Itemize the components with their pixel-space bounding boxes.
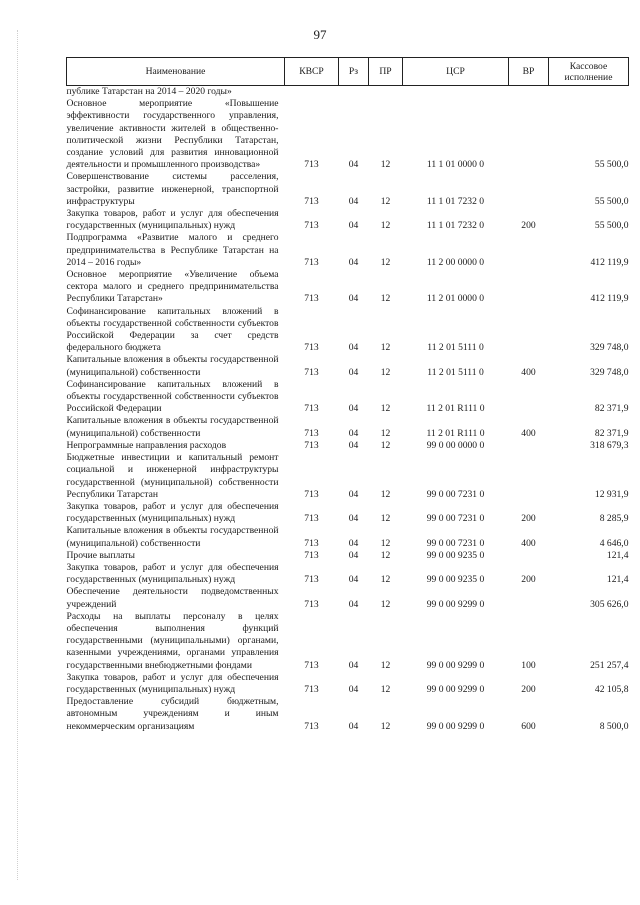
cell-amount: 55 500,0	[594, 159, 629, 171]
cell-amount: 121,4	[606, 574, 629, 586]
cell-kvsr: 713	[304, 293, 319, 305]
cell-amount: 121,4	[606, 549, 629, 561]
cell-csr: 99 0 00 7231 0	[426, 537, 485, 549]
cell-name: Бюджетные инвестиции и капитальный ремонт социальной и инженерной инфраструктуры государственной (муниципальной) собственности Республики Татарстан	[66, 452, 279, 500]
table-row	[67, 86, 629, 99]
cell-rz: 04	[348, 537, 359, 549]
cell-kvsr: 713	[304, 403, 319, 415]
cell-kvsr: 713	[304, 683, 319, 695]
table-body	[67, 86, 629, 733]
cell-amount: 55 500,0	[594, 195, 629, 207]
cell-amount: 82 371,9	[594, 427, 629, 439]
cell-kvsr: 713	[304, 366, 319, 378]
cell-rz: 04	[348, 720, 359, 732]
cell-rz: 04	[348, 366, 359, 378]
cell-vr	[509, 379, 549, 416]
cell-pr: 12	[380, 256, 391, 268]
cell-name: Обеспечение деятельности подведомственных учреждений	[66, 586, 279, 610]
cell-name: Софинансирование капитальных вложений в объекты государственной собственности субъектов Российской Федерации за счет средств федерального бюджета	[66, 305, 279, 354]
cell-pr: 12	[380, 549, 391, 561]
cell-kvsr: 713	[304, 659, 319, 671]
cell-pr: 12	[380, 159, 391, 171]
table-row	[67, 415, 629, 439]
cell-rz: 04	[348, 342, 359, 354]
cell-amount: 82 371,9	[594, 403, 629, 415]
cell-csr: 99 0 00 7231 0	[426, 488, 485, 500]
cell-name: Закупка товаров, работ и услуг для обеспечения государственных (муниципальных) нужд	[66, 671, 279, 695]
cell-csr: 11 2 01 R111 0	[426, 403, 485, 415]
cell-vr	[509, 586, 549, 610]
cell-pr: 12	[380, 403, 391, 415]
cell-kvsr: 713	[304, 342, 319, 354]
cell-vr	[509, 171, 549, 208]
col-header-rz: Рз	[339, 58, 369, 86]
cell-kvsr	[285, 86, 339, 99]
cell-amount: 8 285,9	[599, 513, 629, 525]
table-row	[67, 171, 629, 208]
cell-rz: 04	[348, 403, 359, 415]
cell-amount: 412 119,9	[590, 293, 629, 305]
cell-amount: 305 626,0	[590, 598, 629, 610]
cell-csr: 11 2 01 R111 0	[426, 427, 485, 439]
cell-vr: 200	[521, 220, 536, 232]
cell-vr	[509, 440, 549, 452]
cell-pr: 12	[380, 537, 391, 549]
cell-vr: 400	[521, 537, 536, 549]
cell-rz: 04	[348, 293, 359, 305]
cell-pr: 12	[380, 513, 391, 525]
cell-vr	[509, 86, 549, 99]
cell-vr: 400	[521, 427, 536, 439]
cell-csr: 99 0 00 9299 0	[426, 683, 485, 695]
cell-csr: 99 0 00 9235 0	[426, 574, 485, 586]
cell-pr: 12	[380, 427, 391, 439]
table-row	[67, 501, 629, 525]
cell-amount: 8 500,0	[599, 720, 629, 732]
cell-name: Основное мероприятие «Увеличение объема сектора малого и среднего предпринимательства Республики Татарстан»	[66, 269, 279, 305]
cell-pr: 12	[380, 598, 391, 610]
scan-margin-line	[17, 30, 19, 880]
cell-name: публике Татарстан на 2014 – 2020 годы»	[66, 86, 232, 97]
cell-pr: 12	[380, 683, 391, 695]
col-header-name: Наименование	[67, 58, 285, 86]
table-row	[67, 696, 629, 733]
table-row	[67, 550, 629, 562]
table-row	[67, 672, 629, 696]
col-header-pr: ПР	[369, 58, 403, 86]
cell-amount: 42 105,8	[594, 683, 629, 695]
table-row	[67, 269, 629, 306]
cell-kvsr: 713	[304, 598, 319, 610]
cell-csr: 99 0 00 0000 0	[426, 439, 485, 451]
cell-pr: 12	[380, 439, 391, 451]
table-row	[67, 208, 629, 232]
cell-name: Непрограммные направления расходов	[66, 439, 227, 451]
cell-csr: 99 0 00 7231 0	[426, 513, 485, 525]
cell-rz: 04	[348, 427, 359, 439]
cell-vr: 200	[521, 574, 536, 586]
cell-pr: 12	[380, 293, 391, 305]
cell-csr: 11 1 01 7232 0	[426, 195, 485, 207]
table-row	[67, 525, 629, 549]
cell-name: Совершенствование системы расселения, застройки, развитие инженерной, транспортной инфраструктуры	[66, 171, 279, 207]
cell-kvsr: 713	[304, 439, 319, 451]
cell-pr: 12	[380, 659, 391, 671]
cell-rz: 04	[348, 598, 359, 610]
cell-pr	[369, 86, 403, 99]
table-row	[67, 440, 629, 452]
cell-name: Подпрограмма «Развитие малого и среднего предпринимательства в Республике Татарстан на 2014 – 2016 годы»	[66, 232, 279, 268]
cell-kvsr: 713	[304, 220, 319, 232]
cell-rz: 04	[348, 256, 359, 268]
table-row	[67, 354, 629, 378]
cell-rz: 04	[348, 159, 359, 171]
cell-pr: 12	[380, 195, 391, 207]
cell-name: Капитальные вложения в объекты государственной (муниципальной) собственности	[66, 354, 279, 378]
table-row	[67, 379, 629, 416]
cell-kvsr: 713	[304, 159, 319, 171]
budget-table	[66, 57, 629, 733]
cell-amount: 318 679,3	[590, 439, 629, 451]
cell-name: Предоставление субсидий бюджетным, автономным учреждениям и иным некоммерческим организациям	[66, 696, 279, 732]
cell-vr	[509, 269, 549, 306]
table-row	[67, 452, 629, 501]
cell-amount	[549, 86, 629, 99]
header-row	[67, 58, 629, 86]
cell-rz: 04	[348, 513, 359, 525]
cell-name: Расходы на выплаты персоналу в целях обеспечения выполнения функций государственными (муниципальными) органами, казенными учреждениями, органами управления государственными внебюджетными фондами	[66, 610, 279, 671]
cell-name: Закупка товаров, работ и услуг для обеспечения государственных (муниципальных) нужд	[66, 500, 279, 525]
cell-name: Софинансирование капитальных вложений в объекты государственной собственности субъектов Российской Федерации	[66, 378, 279, 415]
cell-pr: 12	[380, 342, 391, 354]
cell-amount: 412 119,9	[590, 256, 629, 268]
page-number: 97	[313, 27, 327, 42]
cell-name: Прочие выплаты	[66, 549, 135, 561]
cell-kvsr: 713	[304, 256, 319, 268]
cell-vr: 200	[521, 683, 536, 695]
cell-vr: 200	[521, 513, 536, 525]
cell-name: Закупка товаров, работ и услуг для обеспечения государственных (муниципальных) нужд	[66, 208, 279, 232]
col-header-amount: Кассовое исполнение	[549, 58, 629, 86]
table-row	[67, 562, 629, 586]
cell-amount: 4 646,0	[599, 537, 629, 549]
cell-name: Закупка товаров, работ и услуг для обеспечения государственных (муниципальных) нужд	[66, 561, 279, 586]
cell-vr	[509, 452, 549, 501]
cell-pr: 12	[380, 720, 391, 732]
cell-vr	[509, 306, 549, 355]
cell-rz: 04	[348, 220, 359, 232]
cell-csr: 99 0 00 9235 0	[426, 549, 485, 561]
cell-csr: 11 1 01 0000 0	[426, 159, 485, 171]
cell-csr: 99 0 00 9299 0	[426, 720, 485, 732]
table-header	[67, 58, 629, 86]
cell-rz: 04	[348, 683, 359, 695]
table-row	[67, 586, 629, 610]
col-header-csr: ЦСР	[403, 58, 509, 86]
cell-csr	[403, 86, 509, 99]
cell-name: Основное мероприятие «Повышение эффективности государственного управления, увеличение активности жителей в общественно-политической жизни Республики Татарстан, создание условий для развития инновационной деятельности и промышленного производства»	[66, 98, 279, 171]
cell-rz	[339, 86, 369, 99]
cell-pr: 12	[380, 366, 391, 378]
cell-amount: 251 257,4	[590, 659, 629, 671]
cell-rz: 04	[348, 549, 359, 561]
cell-rz: 04	[348, 195, 359, 207]
cell-vr: 400	[521, 366, 536, 378]
col-header-kvsr: КВСР	[285, 58, 339, 86]
table-row	[67, 98, 629, 171]
cell-csr: 11 2 00 0000 0	[426, 256, 485, 268]
table-row	[67, 611, 629, 672]
cell-vr: 600	[521, 720, 536, 732]
cell-kvsr: 713	[304, 720, 319, 732]
cell-csr: 11 2 01 5111 0	[427, 342, 484, 354]
table-row	[67, 232, 629, 269]
cell-kvsr: 713	[304, 488, 319, 500]
cell-amount: 329 748,0	[590, 342, 629, 354]
cell-rz: 04	[348, 439, 359, 451]
cell-name: Капитальные вложения в объекты государственной (муниципальной) собственности	[66, 415, 279, 439]
table-row	[67, 306, 629, 355]
cell-csr: 11 1 01 7232 0	[426, 220, 485, 232]
col-header-vr: ВР	[509, 58, 549, 86]
cell-csr: 11 2 01 0000 0	[426, 293, 485, 305]
cell-pr: 12	[380, 488, 391, 500]
cell-amount: 12 931,9	[594, 488, 629, 500]
cell-kvsr: 713	[304, 195, 319, 207]
cell-amount: 329 748,0	[590, 366, 629, 378]
cell-vr: 100	[521, 659, 536, 671]
cell-kvsr: 713	[304, 537, 319, 549]
cell-pr: 12	[380, 574, 391, 586]
cell-kvsr: 713	[304, 574, 319, 586]
cell-vr	[509, 98, 549, 171]
cell-vr	[509, 232, 549, 269]
cell-rz: 04	[348, 488, 359, 500]
cell-kvsr: 713	[304, 427, 319, 439]
cell-name: Капитальные вложения в объекты государственной (муниципальной) собственности	[66, 525, 279, 549]
cell-csr: 99 0 00 9299 0	[426, 598, 485, 610]
cell-kvsr: 713	[304, 513, 319, 525]
cell-rz: 04	[348, 659, 359, 671]
cell-vr	[509, 550, 549, 562]
cell-pr: 12	[380, 220, 391, 232]
cell-rz: 04	[348, 574, 359, 586]
cell-csr: 99 0 00 9299 0	[426, 659, 485, 671]
cell-csr: 11 2 01 5111 0	[427, 366, 484, 378]
cell-amount: 55 500,0	[594, 220, 629, 232]
cell-kvsr: 713	[304, 549, 319, 561]
